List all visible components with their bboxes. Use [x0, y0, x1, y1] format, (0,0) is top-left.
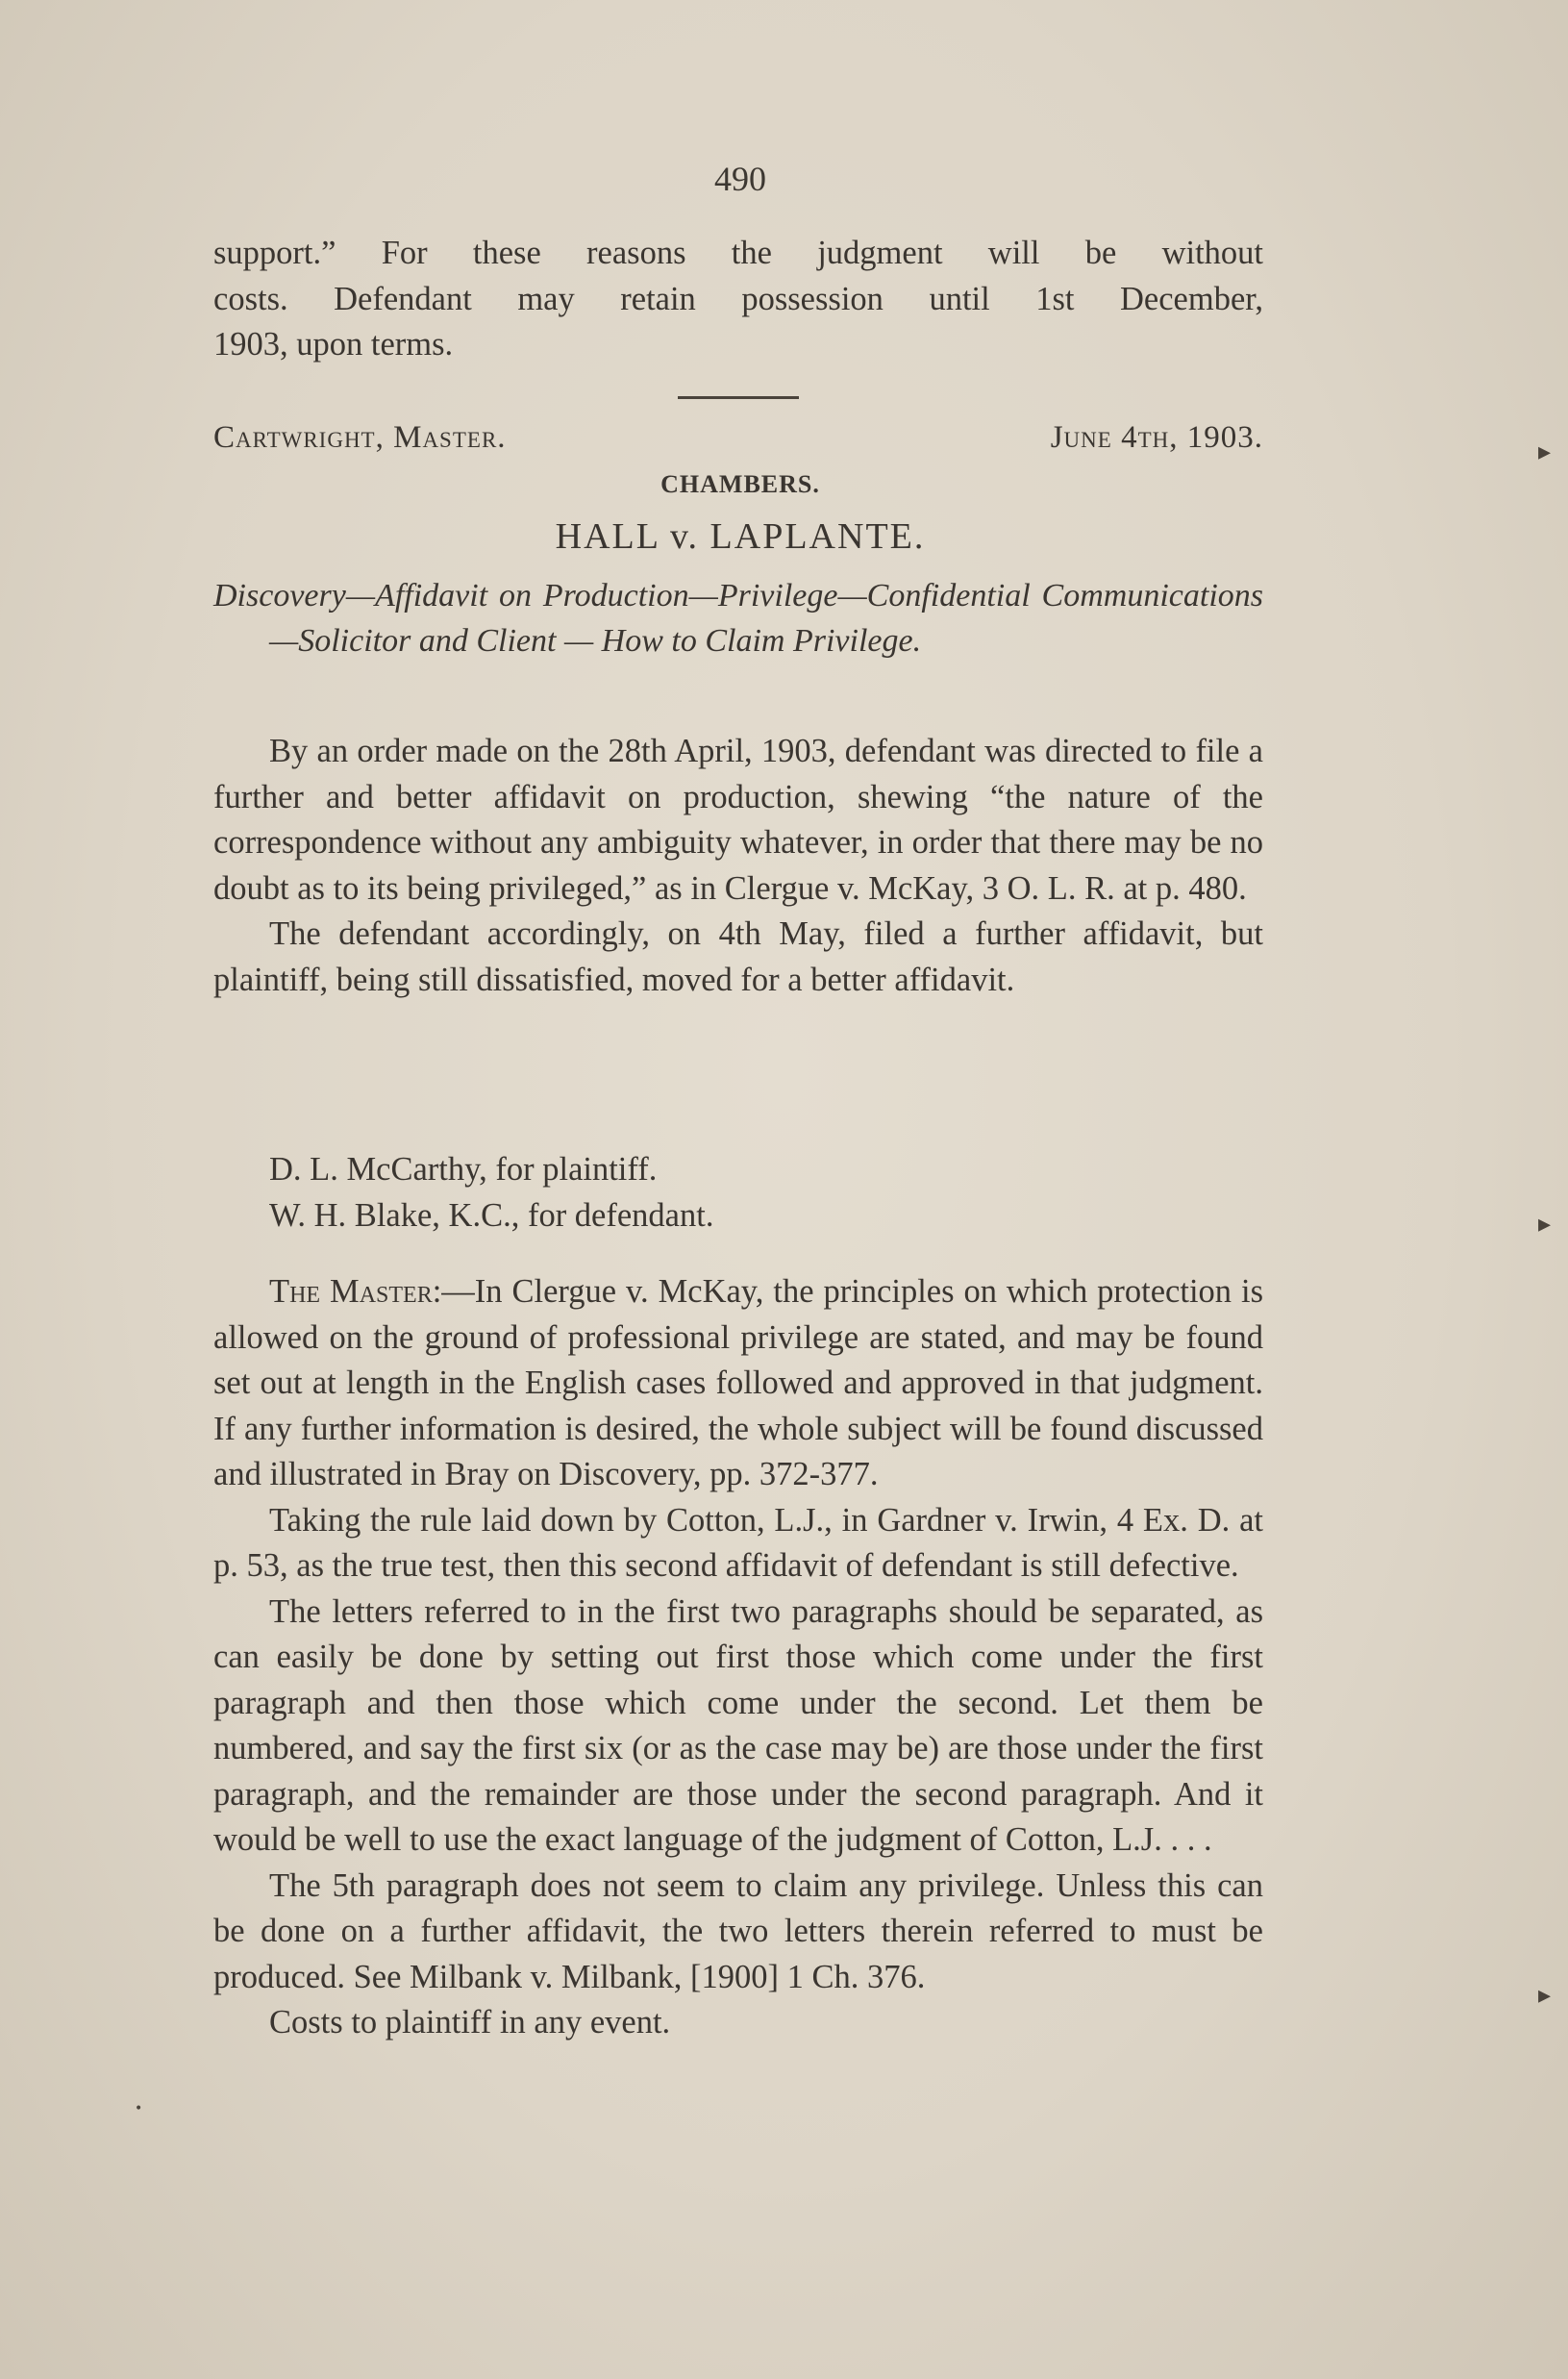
speaker: The Master [269, 1273, 433, 1310]
margin-dot: • [135, 2101, 143, 2116]
page-number: 490 [714, 160, 766, 198]
opening-line-3: 1903, upon terms. [213, 326, 454, 363]
judgment-paragraph-1-text: :—In Clergue v. McKay, the principles on which protection is allowed on the ground of professional privilege are stated, and may be found set out at length in the English cases followed and approved in that judgment. If any further information is desired, the whole subject will be found discussed and illustrated in Bray on Discovery, pp. 372-377. [213, 1273, 1263, 1492]
judgment-paragraph-3: The letters referred to in the first two paragraphs should be separated, as can easily be done by setting out first those which come under the first paragraph and then those which come under the second. Let them be numbered, and say the first six (or as the case may be) are those under the first paragraph, and the remainder are those under the second paragraph. And it would be well to use the exact language of the judgment of Cotton, L.J. . . . [213, 1592, 1263, 1858]
case-heading [213, 420, 1263, 456]
opening-paragraph [213, 231, 1263, 368]
margin-mark-2: ▸ [1538, 1210, 1552, 1239]
judgment-paragraph-4: The 5th paragraph does not seem to claim any privilege. Unless this can be done on a further affidavit, the two letters therein referred to must be produced. See Milbank v. Milbank, [1900] 1 Ch. 376. [213, 1866, 1263, 1995]
judgment-date: June 4th, 1903. [1050, 420, 1263, 455]
court-name: CHAMBERS. [660, 470, 820, 498]
judgment-paragraph-2: Taking the rule laid down by Cotton, L.J., in Gardner v. Irwin, 4 Ex. D. at p. 53, as the true test, then this second affidavit of defendant is still defective. [213, 1501, 1263, 1584]
section-divider [678, 396, 799, 399]
facts-paragraph-2: The defendant accordingly, on 4th May, filed a further affidavit, but plaintiff, being still dissatisfied, moved for a better affidavit. [213, 915, 1263, 998]
judgment-paragraph-1 [213, 1269, 1263, 1498]
margin-mark-3: ▸ [1538, 1981, 1552, 2010]
counsel-plaintiff: D. L. McCarthy, for plaintiff. [269, 1151, 658, 1188]
opening-line-2: costs. Defendant may retain possession until 1st December, [213, 280, 1263, 317]
counsel-defendant: W. H. Blake, K.C., for defendant. [269, 1197, 714, 1234]
opening-line-1: support.” For these reasons the judgment will be without [213, 235, 1263, 271]
judgment [213, 1269, 1263, 2046]
margin-mark-1: ▸ [1538, 438, 1552, 466]
facts-paragraph-1: By an order made on the 28th April, 1903, defendant was directed to file a further and better affidavit on production, shewing “the nature of the correspondence without any ambiguity whatever, in order that there may be no doubt as to its being privileged,” as in Clergue v. McKay, 3 O. L. R. at p. 480. [213, 733, 1263, 907]
facts [213, 729, 1263, 1003]
case-title: HALL v. LAPLANTE. [555, 516, 926, 557]
judge-name: Cartwright, Master. [213, 420, 507, 455]
headnote: Discovery—Affidavit on Production—Privilege—Confidential Communications—Solicitor and Client — How to Claim Privilege. [213, 578, 1263, 659]
judgment-paragraph-5: Costs to plaintiff in any event. [269, 2004, 671, 2041]
